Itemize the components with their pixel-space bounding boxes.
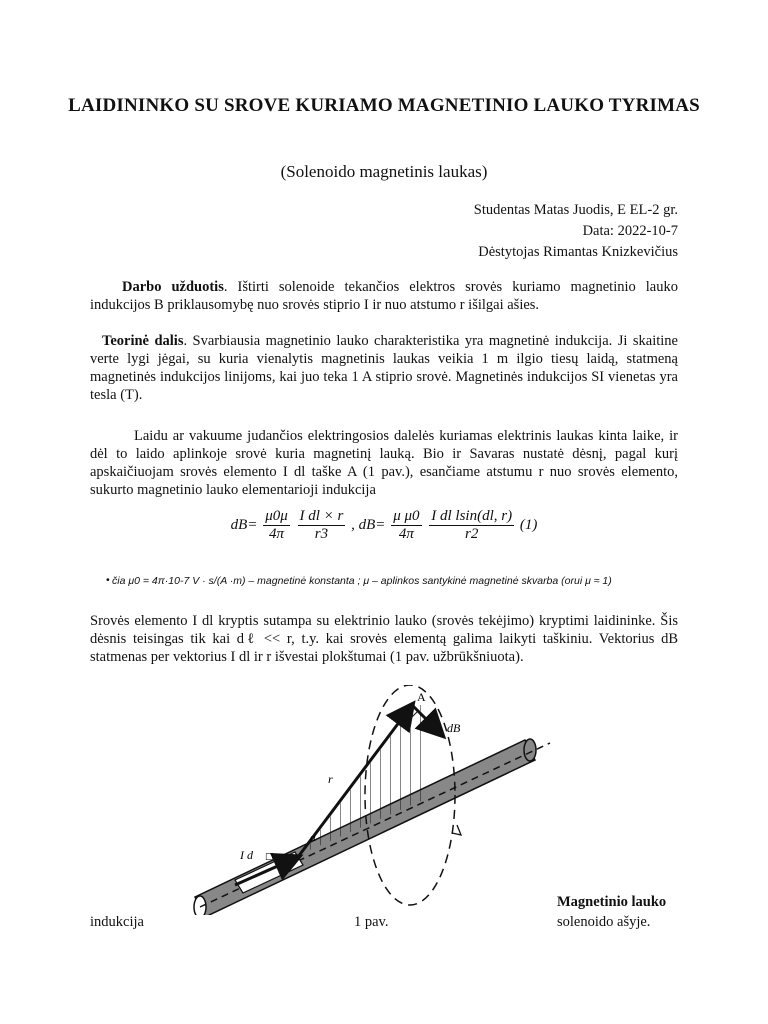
figure-caption-bold: Magnetinio lauko [557, 894, 667, 910]
page-subtitle: (Solenoido magnetinis laukas) [280, 162, 488, 181]
bullet-dot-icon: • [106, 574, 110, 586]
bullet-text: čia μ0 = 4π·10-7 V · s/(A ·m) – magnetinė konstanta ; μ – aplinkos santykinė magnetinė skvarba (orui μ ≈ 1) [112, 575, 612, 587]
constants-bullet [106, 574, 612, 587]
figure-caption-left: indukcija [90, 914, 144, 930]
figure-caption-right: solenoido ašyje. [557, 914, 651, 930]
label-Idl: I d [240, 848, 253, 862]
label-alpha: α [310, 832, 316, 844]
formula-frac-2a: $\frac{\text{μ μ0}}{4\pi}$ [393, 508, 420, 542]
label-box-glyph: □ [265, 852, 274, 862]
biot-savart-formula [0, 508, 768, 543]
formula-frac-1a: $\frac{\mu 0\mu}{4\pi}$ [265, 508, 288, 542]
label-dB: dB [447, 721, 461, 735]
task-paragraph [90, 278, 678, 314]
theory-heading: Teorinė dalis [102, 333, 184, 349]
date-line: Data: 2022-10-7 [582, 223, 678, 239]
theory-text: . Svarbiausia magnetinio lauko charakteristika yra magnetinė indukcija. Ji skaitine verte lygi jėgai, su kuria vienalytis magnetinis laukas veikia 1 m ilgio tiesų laidą, statmeną magnetinės indukcijos linijoms, kai juo teka 1 A stiprio srovė. Magnetinės indukcijos SI vienetas yra tesla (T). [90, 333, 678, 403]
author-block [474, 200, 678, 263]
biot-savart-paragraph: Laidu ar vakuume judančios elektringosios dalelės kuriamas elektrinis laukas kinta laike, ir dėl to laido aplinkoje srovė kuria magnetinį lauką. Bio ir Savaras nustatė dėsnį, pagal kurį apskaičiuojam srovės elemento I dl taške A (1 pav.), esančiame atstumu r nuo srovės elemento, sukurto magnetinio lauko elementarioji indukcija [90, 428, 678, 498]
task-heading: Darbo užduotis [122, 279, 224, 295]
formula-frac-2b: $\frac{\text{I dl lsin(dl, r)}}{r2}$ [431, 508, 513, 542]
label-r: r [328, 772, 333, 786]
direction-paragraph: Srovės elemento I dl kryptis sutampa su elektrinio lauko (srovės tekėjimo) kryptimi laidininke. Šis dėsnis teisingas tik kai dℓ << r, t.y. kai srovės elementą galima laikyti taškiniu. Vektorius dB statmenas per vektorius I dl ir r išvestai plokštumai (1 pav. užbrūkšniuota). [90, 613, 678, 665]
formula-lhs1: dB= [230, 516, 258, 533]
task-text: . Ištirti solenoide tekančios elektros srovės kuriamo magnetinio lauko indukcijos B priklausomybę nuo srovės stiprio I ir nuo atstumo r išilgai ašies. [90, 279, 678, 313]
page-title: LAIDININKO SU SROVE KURIAMO MAGNETINIO LAUKO TYRIMAS [68, 95, 700, 116]
formula-separator: , dB= [351, 516, 386, 533]
formula-tag: (1) [519, 516, 538, 533]
teacher-line: Dėstytojas Rimantas Knizkevičius [478, 244, 678, 260]
theory-paragraph [90, 332, 678, 404]
student-line: Studentas Matas Juodis, E EL-2 gr. [473, 202, 678, 218]
label-A: A [417, 690, 426, 704]
figure-1 [180, 685, 560, 915]
formula-frac-1b: $\frac{\text{I dl × r}}{r3}$ [299, 508, 344, 542]
figure-caption-number: 1 pav. [354, 914, 389, 930]
